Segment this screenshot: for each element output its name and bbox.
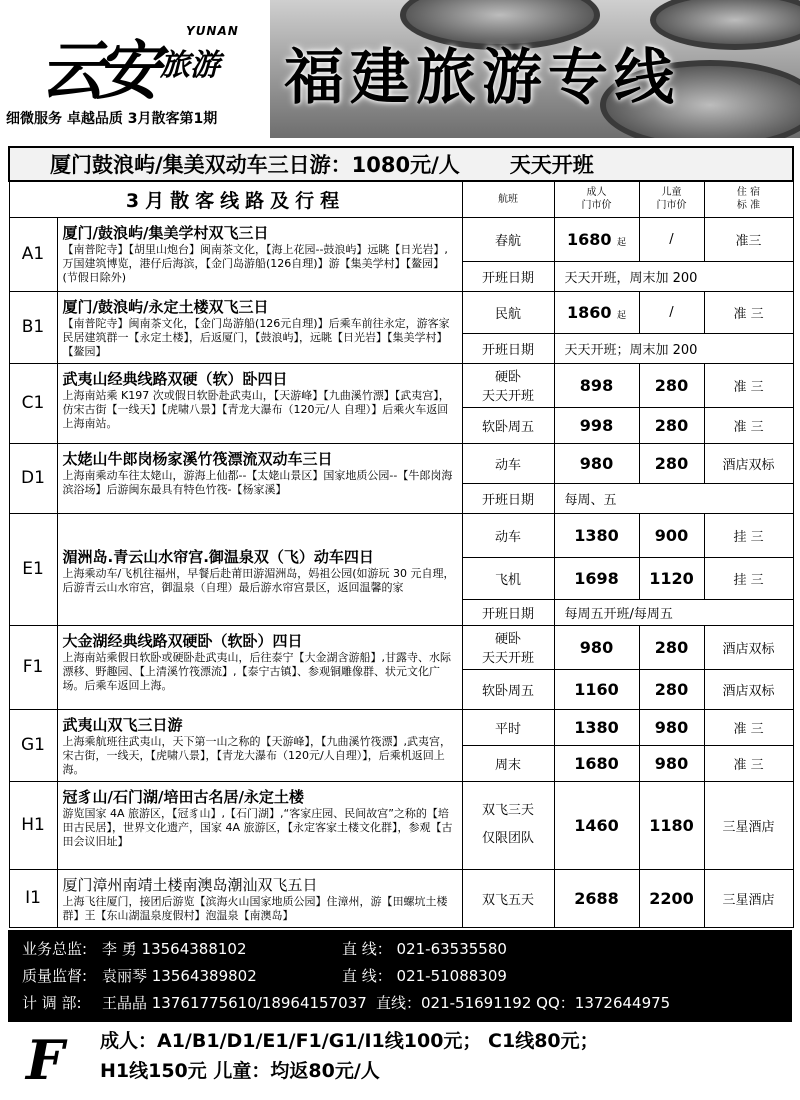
table-row: 周末 1680 980 准 三 [9,745,793,781]
page-title: 福建旅游专线 [284,43,680,113]
table-row: 开班日期 每周、五 [9,483,793,513]
table-row: 开班日期 天天开班，周末加 200 [9,261,793,291]
table-row: H1 冠豸山/石门湖/培田古名居/永定土楼 游览国家 4A 旅游区，【冠豸山】,【石门湖】,“客家庄园、民间故宫”之称的【培田古民居】，世界文化遗产，国家 4A 旅游区，【永定客家土楼文化群】，参观【古田会议旧址】 双飞三天 仅限团队 1460 1180 三星酒店 [9,781,793,869]
contact-row: 计 调 部: 王晶晶 13761775610/18964157037 直线：021-51691192 QQ：1372644975 [22,994,671,1012]
refund-section [8,1022,792,1094]
header [0,0,800,138]
contact-row: 业务总监: 李 勇 13564388102 直 线： 021-63535580 [22,940,507,958]
route-table [8,146,792,928]
table-row: D1 太姥山牛郎岗杨家溪竹筏漂流双动车三日 上海南乘动车往太姥山，游海上仙都--【太姥山景区】国家地质公园--【牛郎岗海滨浴场】后游闽东最具有特色竹筏-【杨家溪】 动车 980 280 酒店双标 [9,443,793,483]
table-row: I1 厦门漳州南靖土楼南澳岛潮汕双飞五日 上海飞往厦门，接团后游览【滨海火山国家地质公园】住漳州，游【田螺坑土楼群】王【东山湖温泉度假村】泡温泉【南澳岛】 双飞五天 2688 2200 三星酒店 [9,869,793,927]
table-row: B1 厦门/鼓浪屿/永定土楼双飞三日 【南普陀寺】闽南茶文化，【金门岛游船(126元自理)】后乘车前往永定，游客家民居建筑群一【永定土楼】，后返厦门，【鼓浪屿】，远眺【日光岩】【集美学村】【鳌园】 民航 1860 起 / 准 三 [9,291,793,333]
table-row: E1 湄洲岛.青云山水帘宫.御温泉双（飞）动车四日 上海乘动车/飞机往福州，早餐后赴莆田游湄洲岛，妈祖公园(如游玩 30 元自理，后游青云山水帘宫，御温泉（自理）最后游水帘宫景区，返回温馨的家 动车 1380 900 挂 三 [9,513,793,557]
table-row: 软卧周五 1160 280 酒店双标 [9,669,793,709]
table-row: 开班日期 每周五开班/每周五 [9,599,793,625]
table-row: 飞机 1698 1120 挂 三 [9,557,793,599]
table-row: 开班日期 天天开班；周末加 200 [9,333,793,363]
featured-route-banner: 厦门鼓浪屿/集美双动车三日游：1080元/人 天天开班 [9,147,793,181]
company-logo: 云安 YUNAN 旅游 [40,24,239,109]
contact-row: 质量监督: 袁丽琴 13564389802 直 线： 021-51088309 [22,967,507,985]
table-header: 3月散客线路及行程 航班 成人 门市价 儿童 门市价 住 宿 标 准 [9,181,793,217]
f-logo-icon: F [26,1028,65,1092]
contact-footer [8,930,792,1022]
table-row: C1 武夷山经典线路双硬（软）卧四日 上海南站乘 K197 次或假日软卧赴武夷山，【天游峰】【九曲溪竹漂】【武夷宫】，仿宋古街【一线天】【虎啸八景】【青龙大瀑布（120元/人 自理）】后乘火车返回上海南站。 硬卧 天天开班 898 280 准 三 [9,363,793,407]
table-row: 软卧周五 998 280 准 三 [9,407,793,443]
refund-info: 成人：A1/B1/D1/E1/F1/G1/I1线100元； C1线80元； H1线150元 儿童：均返80元/人 [100,1030,599,1082]
table-row: A1 厦门/鼓浪屿/集美学村双飞三日 【南普陀寺】【胡里山炮台】闽南茶文化，【海上花园--鼓浪屿】远眺【日光岩】,万国建筑博览，港仔后海滨，【金门岛游船(126自理)】游【集美学村】【鳌园】(节假日除外) 春航 1680 起 / 准三 [9,217,793,261]
table-row: F1 大金湖经典线路双硬卧（软卧）四日 上海南站乘假日软卧或硬卧赴武夷山，后往泰宁【大金湖含游船】,甘露寺、水际漂移、野趣园、【上清溪竹筏漂流】,【泰宁古镇】、参观铜雕像群、状元文化广场。后乘车返回上海。 硬卧 天天开班 980 280 酒店双标 [9,625,793,669]
table-row: G1 武夷山双飞三日游 上海乘航班往武夷山，天下第一山之称的【天游峰】，【九曲溪竹筏漂】,武夷宫，宋古街，一线天，【虎啸八景】，【青龙大瀑布（120元/人自理）】，后乘机返回上海。 平时 1380 980 准 三 [9,709,793,745]
slogan: 细微服务 卓越品质 3月散客第1期 [6,111,218,127]
